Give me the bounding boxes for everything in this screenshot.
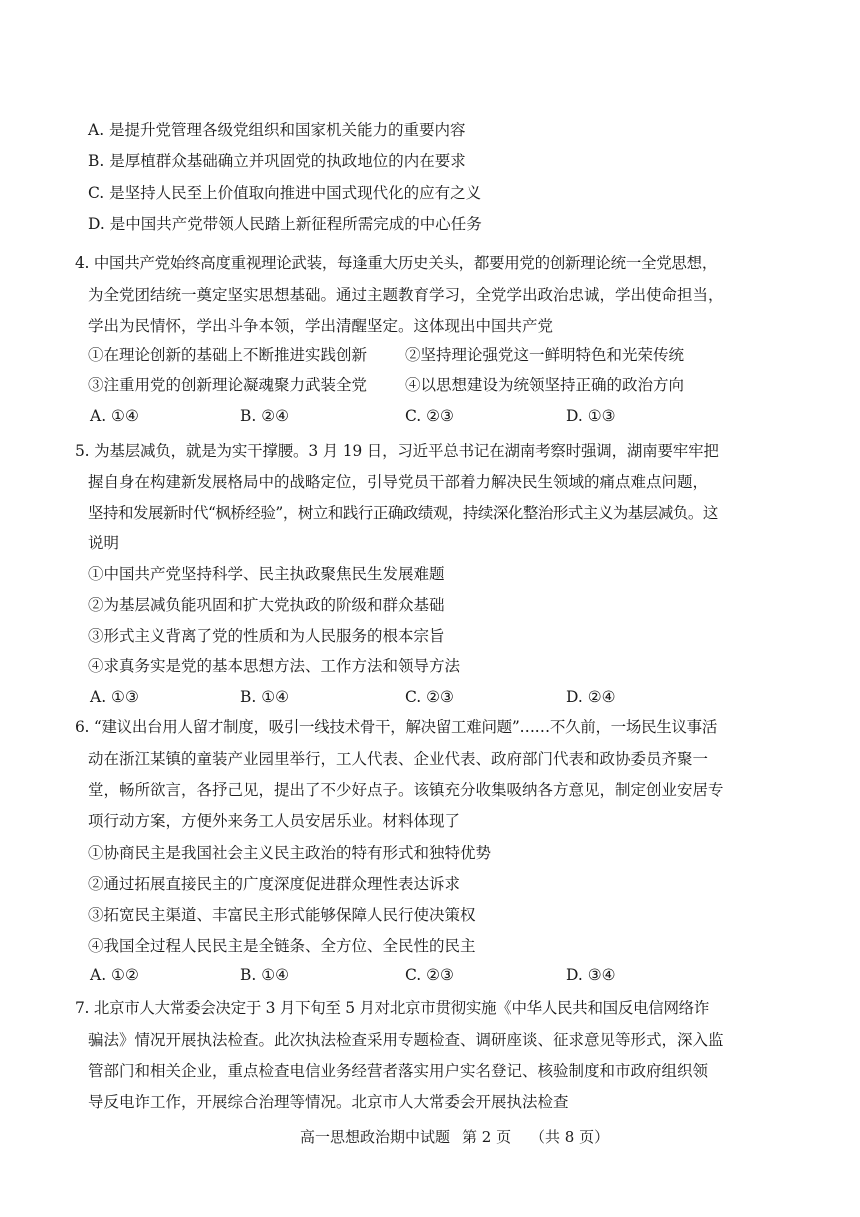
q5-statement-3: ③形式主义背离了党的性质和为人民服务的根本宗旨 [88, 627, 445, 645]
q6-stem-line: 项行动方案，方便外来务工人员安居乐业。材料体现了 [88, 812, 461, 830]
q4-stem-line: 学出为民情怀，学出斗争本领，学出清醒坚定。这体现出中国共产党 [88, 317, 554, 335]
q4-statement-3: ③注重用党的创新理论凝魂聚力武装全党 [88, 376, 368, 394]
q3-option-c: C. 是坚持人民至上价值取向推进中国式现代化的应有之义 [88, 184, 482, 202]
q4-choice-c: C. ②③ [405, 407, 454, 425]
q5-choice-d: D. ②④ [566, 688, 616, 706]
q5-statement-4: ④求真务实是党的基本思想方法、工作方法和领导方法 [88, 657, 461, 675]
q4-statement-2: ②坚持理论强党这一鲜明特色和光荣传统 [405, 346, 685, 364]
q5-stem-line: 坚持和发展新时代“枫桥经验”，树立和践行正确政绩观，持续深化整治形式主义为基层减负。这 [88, 504, 718, 522]
q5-statement-1: ①中国共产党坚持科学、民主执政聚焦民生发展难题 [88, 565, 445, 583]
q4-statement-4: ④以思想建设为统领坚持正确的政治方向 [405, 376, 685, 394]
q6-statement-1: ①协商民主是我国社会主义民主政治的特有形式和独特优势 [88, 844, 492, 862]
q5-stem-line: 握自身在构建新发展格局中的战略定位，引导党员干部着力解决民生领域的痛点难点问题， [88, 473, 709, 491]
q6-choice-c: C. ②③ [405, 966, 454, 984]
q6-statement-2: ②通过拓展直接民主的广度深度促进群众理性表达诉求 [88, 875, 461, 893]
q4-stem-line: 4. 中国共产党始终高度重视理论武装，每逢重大历史关头，都要用党的创新理论统一全党思想， [75, 254, 718, 272]
q7-stem-line: 7. 北京市人大常委会决定于 3 月下旬至 5 月对北京市贯彻实施《中华人民共和国反电信网络诈 [75, 999, 710, 1017]
q6-stem-line: 6. “建议出台用人留才制度，吸引一线技术骨干，解决留工难问题”……不久前，一场民生议事活 [75, 718, 718, 736]
q6-choice-d: D. ③④ [566, 966, 616, 984]
q5-choice-b: B. ①④ [240, 688, 290, 706]
q6-stem-line: 堂，畅所欲言，各抒己见，提出了不少好点子。该镇充分收集吸纳各方意见，制定创业安居专 [88, 781, 724, 799]
q6-choice-b: B. ①④ [240, 966, 290, 984]
q5-choice-c: C. ②③ [405, 688, 454, 706]
q4-statement-1: ①在理论创新的基础上不断推进实践创新 [88, 346, 368, 364]
q6-statement-4: ④我国全过程人民民主是全链条、全方位、全民性的民主 [88, 937, 476, 955]
q7-stem-line: 导反电诈工作，开展综合治理等情况。北京市人大常委会开展执法检查 [88, 1093, 569, 1111]
q4-choice-a: A. ①④ [90, 407, 139, 425]
q5-statement-2: ②为基层减负能巩固和扩大党执政的阶级和群众基础 [88, 596, 445, 614]
q4-choice-b: B. ②④ [240, 407, 290, 425]
q5-stem-line: 说明 [88, 534, 120, 552]
q7-stem-line: 骗法》情况开展执法检查。此次执法检查采用专题检查、调研座谈、征求意见等形式，深入监 [88, 1031, 724, 1049]
q3-option-b: B. 是厚植群众基础确立并巩固党的执政地位的内在要求 [88, 152, 466, 170]
q5-choice-a: A. ①③ [90, 688, 139, 706]
q6-statement-3: ③拓宽民主渠道、丰富民主形式能够保障人民行使决策权 [88, 906, 476, 924]
footer-total-pages: （共 8 页） [530, 1128, 610, 1146]
q3-option-a: A. 是提升党管理各级党组织和国家机关能力的重要内容 [88, 121, 466, 139]
footer-page-number: 第 2 页 [462, 1128, 512, 1146]
q4-choice-d: D. ①③ [566, 407, 616, 425]
q5-stem-line: 5. 为基层减负，就是为实干撑腰。3 月 19 日，习近平总书记在湖南考察时强调，湖南要牢牢把 [75, 442, 719, 460]
q6-stem-line: 动在浙江某镇的童装产业园里举行，工人代表、企业代表、政府部门代表和政协委员齐聚一 [88, 750, 709, 768]
q6-choice-a: A. ①② [90, 966, 139, 984]
q7-stem-line: 管部门和相关企业，重点检查电信业务经营者落实用户实名登记、核验制度和市政府组织领 [88, 1062, 709, 1080]
q4-stem-line: 为全党团结统一奠定坚实思想基础。通过主题教育学习，全党学出政治忠诚，学出使命担当， [88, 286, 724, 304]
q3-option-d: D. 是中国共产党带领人民踏上新征程所需完成的中心任务 [88, 215, 482, 233]
footer-title: 高一思想政治期中试题 [300, 1128, 451, 1146]
